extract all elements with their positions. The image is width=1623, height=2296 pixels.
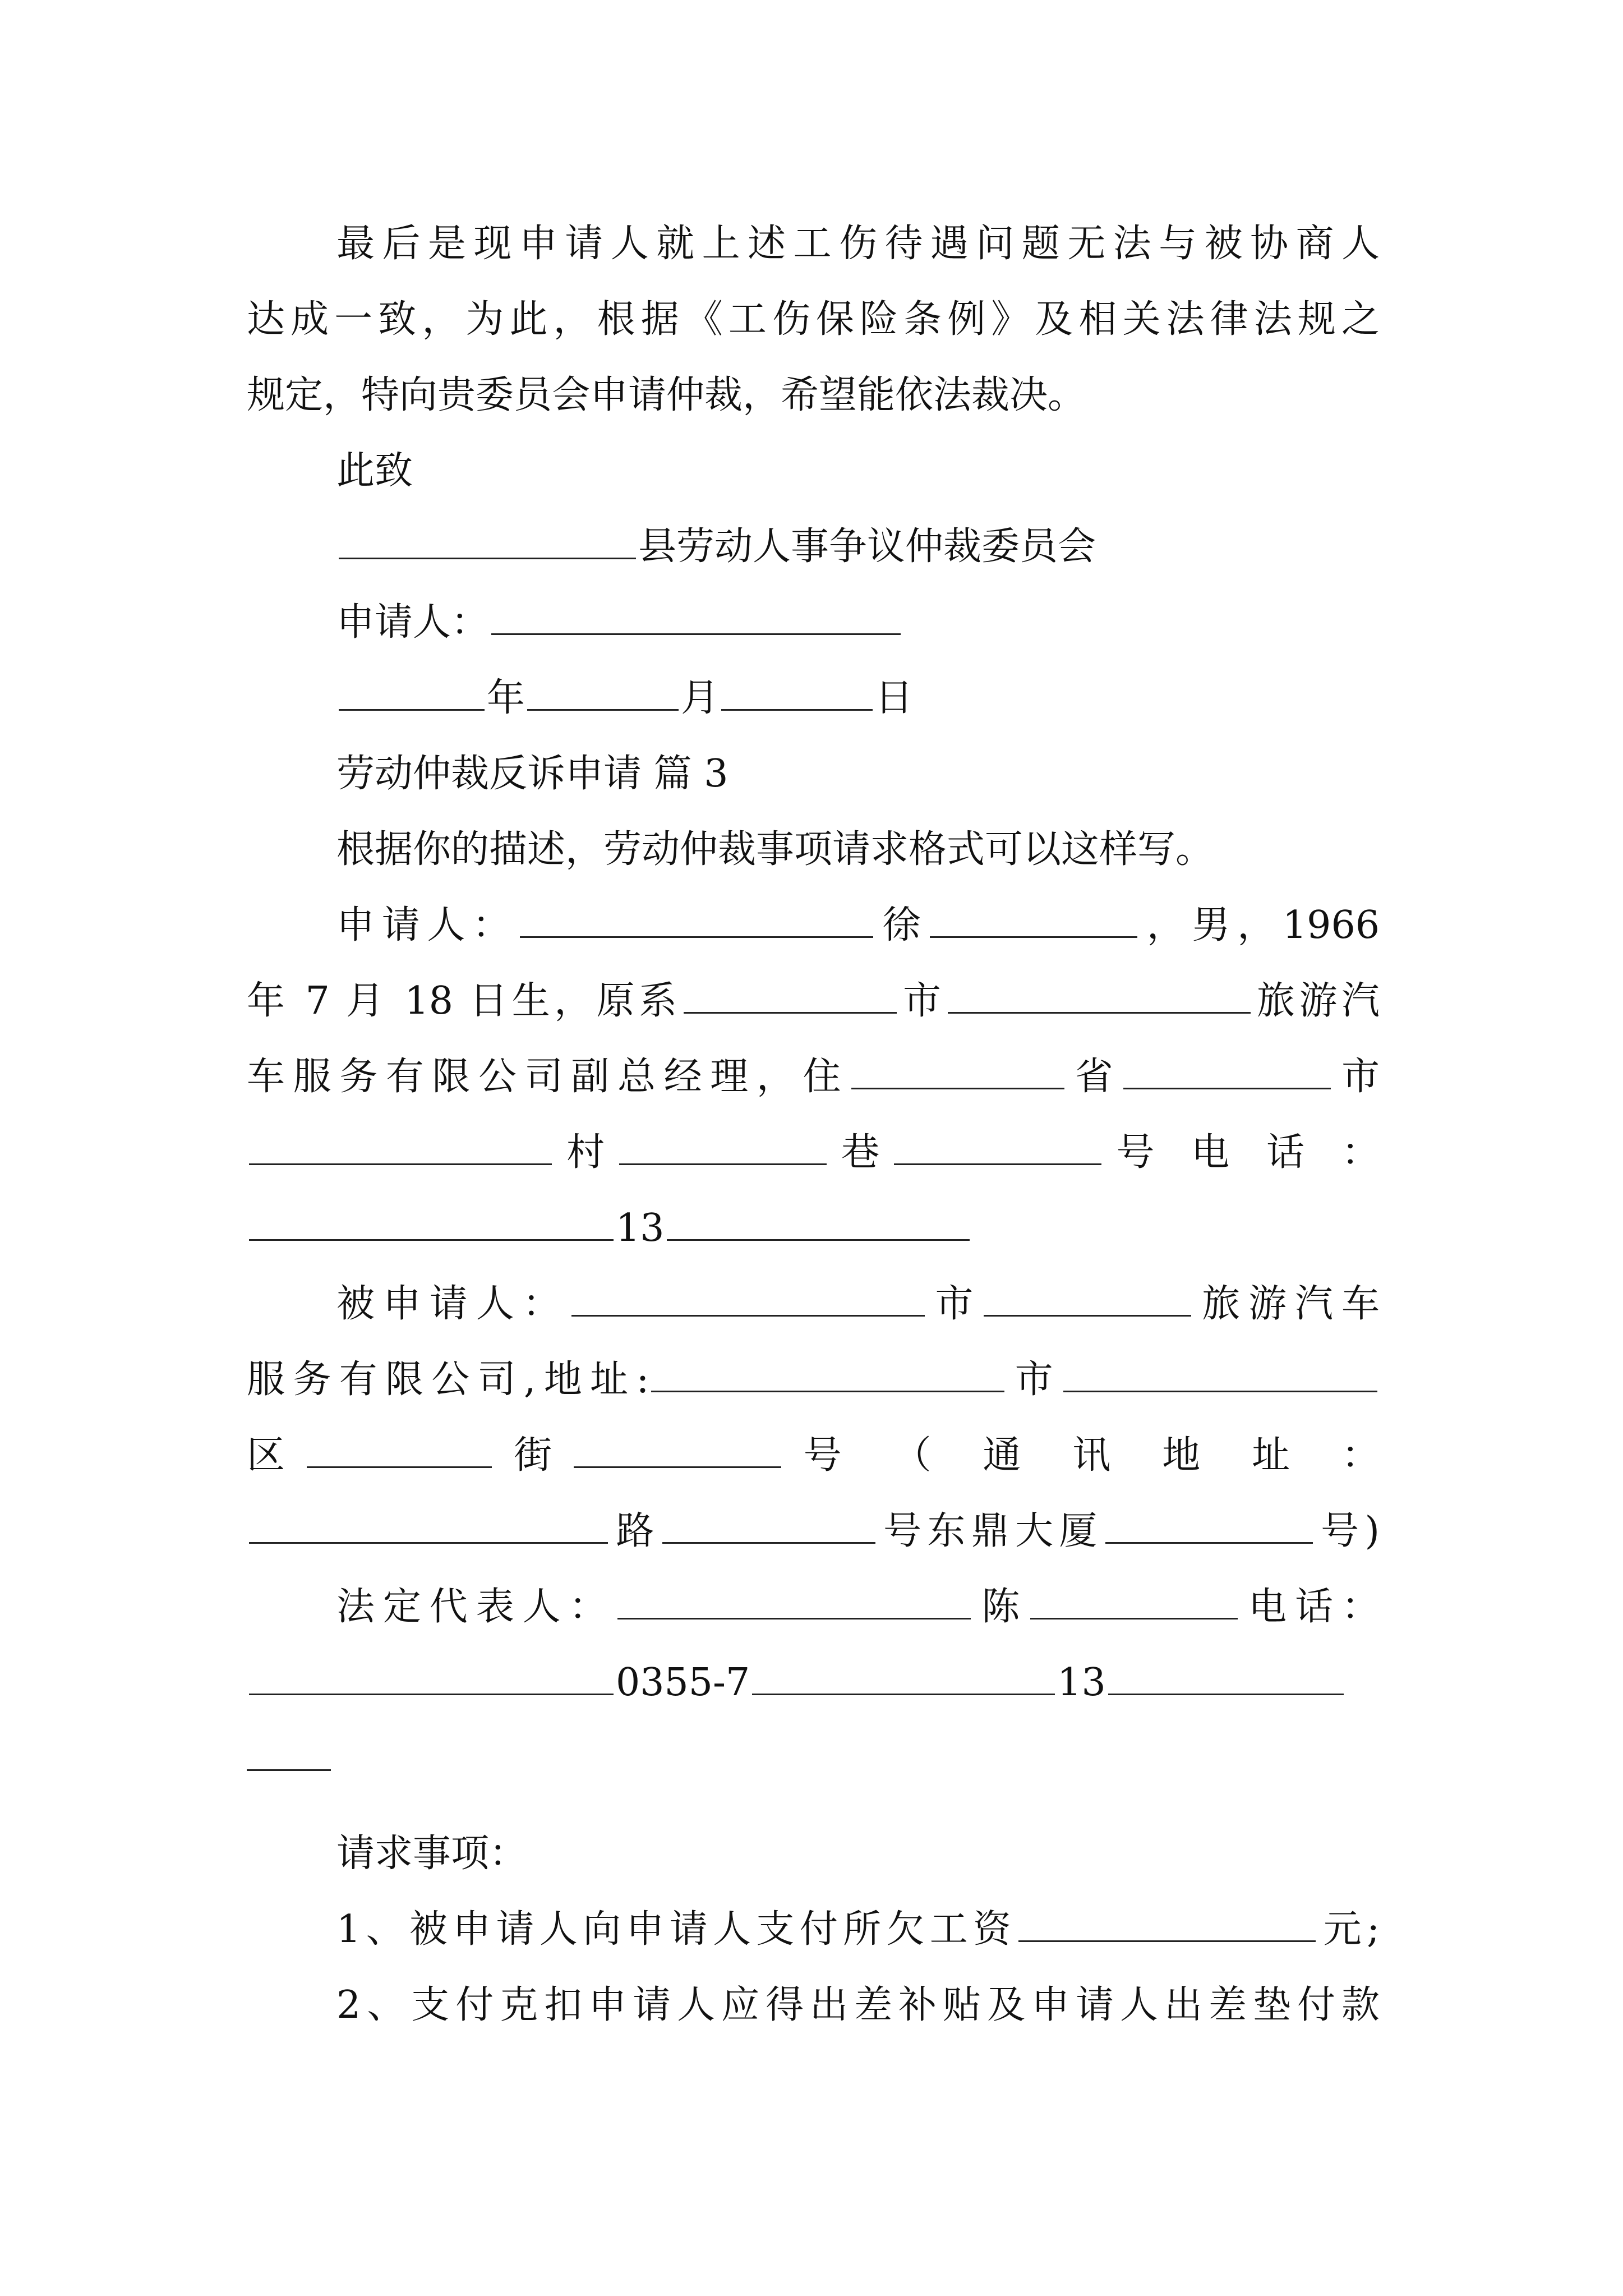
- blank-signature: [491, 629, 901, 635]
- blank-month: [527, 705, 679, 711]
- blank-legal-rep-given: [1030, 1613, 1238, 1619]
- blank-phone-after: [667, 1235, 970, 1241]
- blank-year: [339, 705, 485, 711]
- applicant-birth-rest: 年 7 月 18 日生，原系: [247, 979, 681, 1023]
- claim-1-text: 1、被申请人向申请人支付所欠工资: [336, 1907, 1017, 1952]
- blank-respondent-road-number: [662, 1538, 875, 1544]
- applicant-line-5: [247, 1189, 1380, 1268]
- applicant-surname: 徐: [875, 903, 928, 947]
- date-line: [336, 659, 1469, 738]
- applicant-phone-label: 号 电 话 ：: [1104, 1130, 1380, 1175]
- blank-legal-rep-name: [617, 1613, 971, 1619]
- section-title: 劳动仲裁反诉申请 篇 3: [336, 752, 728, 796]
- intro-text: 根据你的描述，劳动仲裁事项请求格式可以这样写。: [336, 827, 1214, 872]
- applicant-city: 市: [898, 979, 946, 1023]
- legal-rep-landline: 0355-7: [616, 1660, 750, 1705]
- claim-item-2: 2、支付克扣申请人应得出差补贴及申请人出差垫付款: [336, 1983, 1380, 2027]
- blank-employer-name: [948, 1007, 1251, 1014]
- blank-residence-number: [894, 1159, 1101, 1165]
- applicant-line-3: [247, 1038, 1380, 1116]
- blank-residence-province: [851, 1083, 1064, 1089]
- legal-rep-label: 法定代表人：: [336, 1585, 616, 1629]
- applicant-gender-birth: ，男，1966: [1140, 903, 1380, 947]
- blank-residence-town: [249, 1159, 552, 1165]
- blank-day: [721, 705, 873, 711]
- respondent-addr-note: 号 （ 通 讯 地 址 ：: [783, 1433, 1380, 1478]
- addressee-line: [336, 508, 1469, 586]
- applicant-line-1: [336, 886, 1380, 965]
- respondent-close: 号): [1315, 1509, 1380, 1553]
- applicant-lane: 巷: [829, 1130, 892, 1175]
- applicant-phone-prefix: 13: [616, 1206, 665, 1250]
- respondent-city: 市: [926, 1282, 982, 1326]
- respondent-street: 街: [494, 1433, 572, 1478]
- legal-rep-line-2: [247, 1644, 1380, 1722]
- respondent-line-2: [247, 1341, 1380, 1419]
- conclusion-line-3: 规定，特向贵委员会申请仲裁，希望能依法裁决。: [247, 373, 1086, 417]
- respondent-district: 区: [247, 1433, 305, 1478]
- blank-respondent-road-area: [249, 1538, 608, 1544]
- respondent-road: 路: [610, 1509, 660, 1553]
- blank-landline-after: [752, 1689, 1055, 1695]
- applicant-company-2: 车服务有限公司副总经理，住: [247, 1055, 850, 1099]
- blank-owed-wages: [1018, 1936, 1316, 1942]
- blank-mobile-continued: [247, 1765, 331, 1771]
- addressee: 县劳动人事争议仲裁委员会: [638, 524, 1096, 569]
- blank-employer-city: [684, 1007, 897, 1014]
- date-year: 年: [487, 676, 525, 720]
- respondent-line-3: [247, 1416, 1380, 1495]
- applicant-label: 申请人：: [336, 903, 518, 947]
- blank-county: [339, 553, 636, 559]
- respondent-company-2: 服务有限公司,地址:: [247, 1358, 649, 1402]
- blank-applicant-name: [520, 932, 873, 938]
- blank-respondent-street: [574, 1462, 781, 1468]
- legal-rep-phone-label: 电话：: [1240, 1585, 1380, 1629]
- respondent-company-1: 旅游汽车: [1193, 1282, 1380, 1326]
- applicant-line-4: [247, 1114, 1380, 1192]
- blank-respondent-region: [571, 1310, 925, 1317]
- respondent-city2: 市: [1007, 1358, 1061, 1402]
- blank-phone-before: [249, 1235, 614, 1241]
- respondent-label: 被申请人：: [336, 1282, 569, 1326]
- blank-residence-village: [619, 1159, 827, 1165]
- applicant-company-1: 旅游汽: [1252, 979, 1380, 1023]
- respondent-building: 号东鼎大厦: [877, 1509, 1103, 1553]
- claim-1-unit: 元;: [1318, 1907, 1380, 1952]
- blank-respondent-room: [1105, 1538, 1313, 1544]
- claim-item-1: [336, 1890, 1380, 1969]
- signature-line: [336, 583, 1469, 662]
- respondent-line-4: [247, 1492, 1380, 1571]
- applicant-line-2: [247, 962, 1380, 1041]
- blank-respondent-addr-region: [651, 1386, 1004, 1392]
- signature-label: 申请人：: [336, 600, 490, 645]
- blank-respondent-district: [307, 1462, 492, 1468]
- blank-applicant-given: [930, 932, 1137, 938]
- blank-landline-before: [249, 1689, 614, 1695]
- blank-residence-city: [1123, 1083, 1331, 1089]
- applicant-city2: 市: [1333, 1055, 1380, 1099]
- date-month: 月: [681, 676, 720, 720]
- legal-rep-line-3: [247, 1719, 1380, 1798]
- applicant-village: 村: [554, 1130, 617, 1175]
- legal-rep-line-1: [336, 1568, 1380, 1646]
- blank-mobile-after: [1108, 1689, 1344, 1695]
- date-day: 日: [875, 676, 914, 720]
- legal-rep-mobile-prefix: 13: [1057, 1660, 1106, 1705]
- legal-rep-surname: 陈: [973, 1585, 1029, 1629]
- conclusion-line-2: 达成一致，为此，根据《工伤保险条例》及相关法律法规之: [247, 297, 1380, 342]
- applicant-province: 省: [1067, 1055, 1122, 1099]
- conclusion-line-1: 最后是现申请人就上述工伤待遇问题无法与被协商人: [336, 222, 1380, 266]
- claims-heading: 请求事项：: [336, 1832, 528, 1876]
- respondent-line-1: [336, 1265, 1380, 1343]
- blank-respondent-city: [984, 1310, 1191, 1317]
- salutation: 此致: [336, 449, 413, 493]
- blank-respondent-addr-city: [1063, 1386, 1377, 1392]
